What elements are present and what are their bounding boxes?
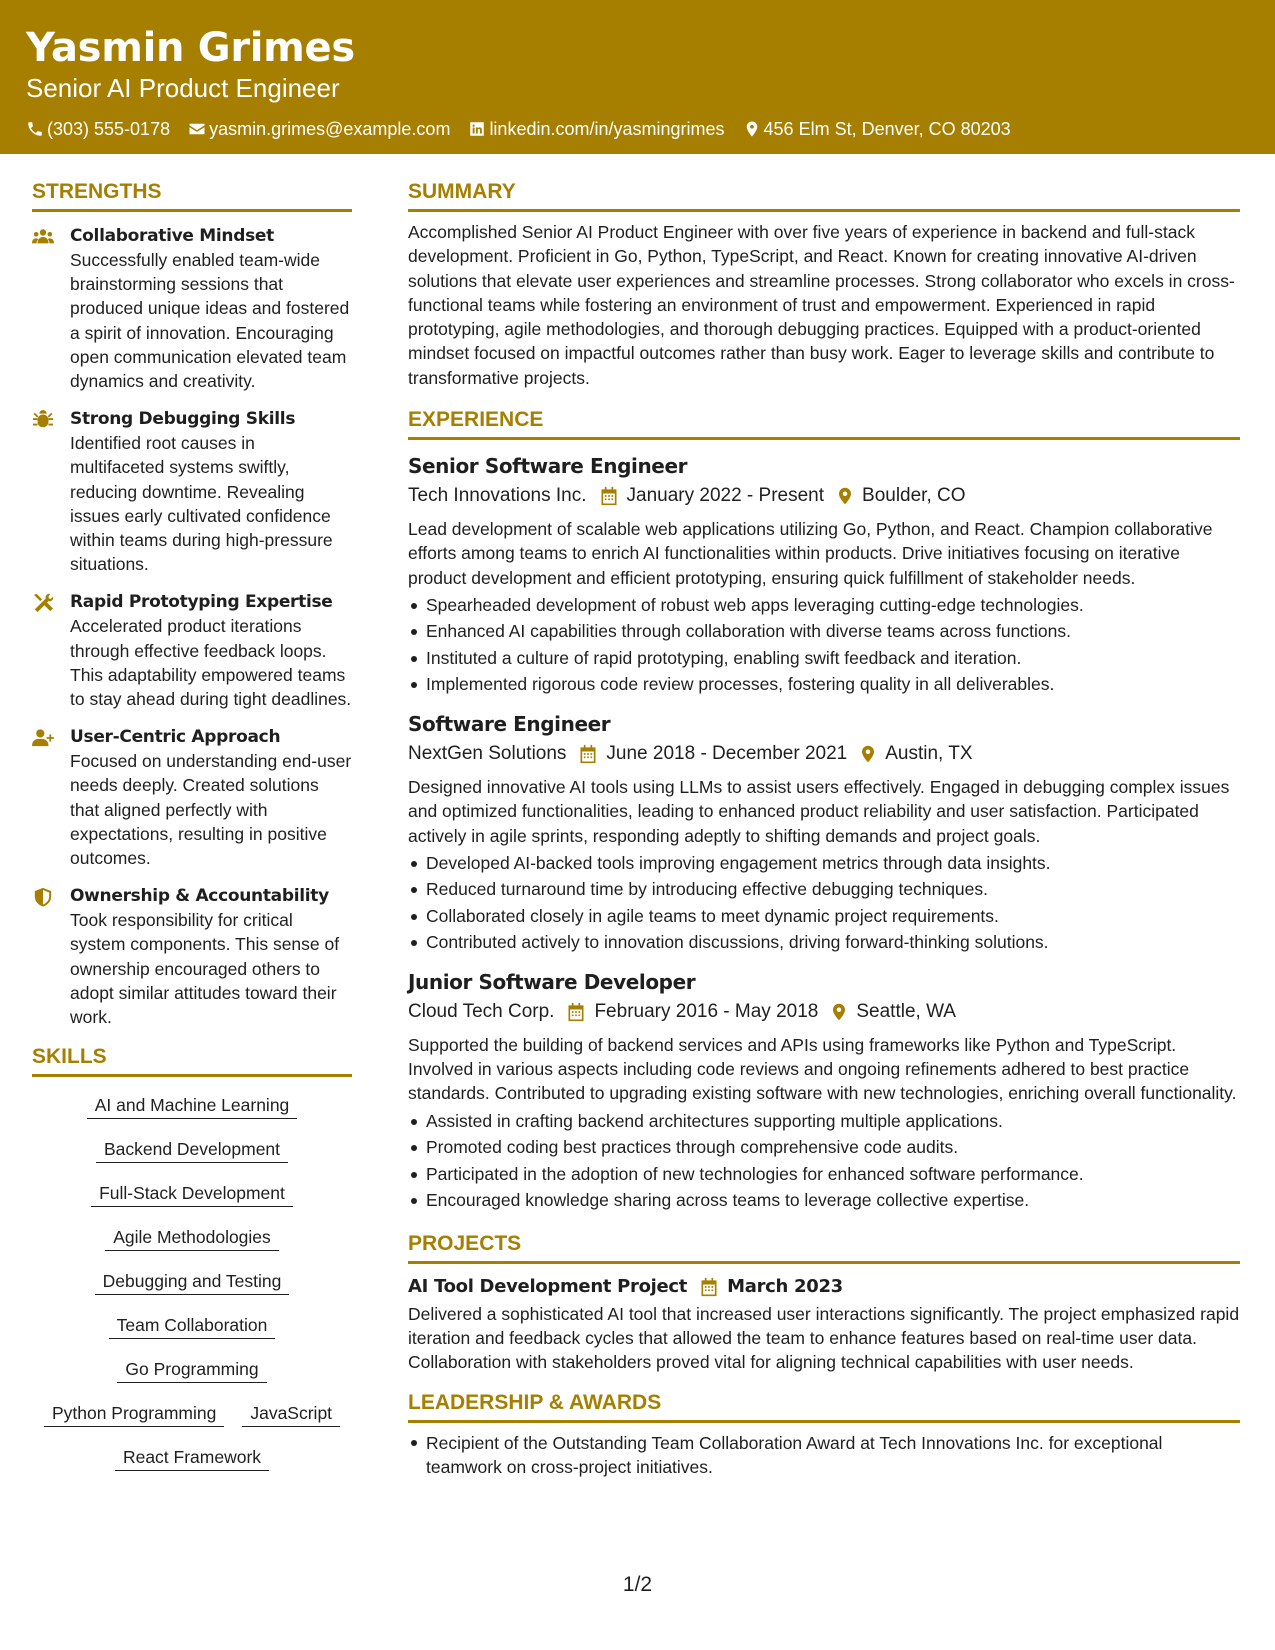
tools-icon [32,593,54,613]
job-bullets [408,850,1240,956]
strength-desc: Successfully enabled team-wide brainstorming sessions that produced unique ideas and fostered a spirit of innovation. Encouraging open communication elevated team dynamics and creativity. [70,250,350,392]
strengths-list [32,224,352,1029]
strength-desc: Focused on understanding end-user needs deeply. Created solutions that aligned perfectly with expectations, resulting in positive outcomes. [70,751,352,869]
job-company: Tech Innovations Inc. [408,485,587,507]
job-meta [408,997,1240,1027]
job-bullets [408,592,1240,698]
strength-desc: Took responsibility for critical system components. This sense of ownership encouraged others to adopt similar attitudes toward their work. [70,910,340,1028]
job-location: Boulder, CO [862,485,966,507]
left-column [32,178,352,1489]
skill-tag: Go Programming [117,1357,266,1383]
job-location: Seattle, WA [856,1000,956,1022]
list-item: Participated in the adoption of new technologies for enhanced software performance. [408,1161,1240,1188]
project-date: March 2023 [727,1275,843,1297]
calendar-icon [699,1277,719,1297]
strength-item [32,884,352,1029]
job-description: Designed innovative AI tools using LLMs to assist users effectively. Engaged in debugging complex issues and optimized functionalities, leading to enhanced product reliability and user satisfaction. Participated actively in agile sprints, responding adeptly to shifting demands and project goals. [408,776,1230,846]
map-marker-icon [836,486,854,506]
job-description: Supported the building of backend services and APIs using frameworks like Python and TypeScript. Involved in various aspects including code reviews and ongoing refinements adhered to best practice standards. Contributed to upgrading existing software with new technologies, enriching overall functionality. [408,1034,1237,1104]
skill-tag: JavaScript [242,1401,340,1427]
strength-name: Rapid Prototyping Expertise [70,592,333,613]
summary-heading: SUMMARY [408,178,1240,212]
contact-email[interactable] [188,118,450,140]
list-item: Developed AI-backed tools improving engagement metrics through data insights. [408,850,1240,877]
projects-section [408,1230,1240,1375]
project-name: AI Tool Development Project [408,1275,688,1297]
list-item: Spearheaded development of robust web apps leveraging cutting-edge technologies. [408,592,1240,619]
job-company: NextGen Solutions [408,742,567,764]
list-item: Collaborated closely in agile teams to meet dynamic project requirements. [408,903,1240,930]
leadership-heading: LEADERSHIP & AWARDS [408,1389,1240,1423]
strength-item [32,407,352,576]
address-text: 456 Elm St, Denver, CO 80203 [763,119,1011,139]
skill-tag: Agile Methodologies [105,1225,279,1251]
skill-tag: Team Collaboration [109,1313,276,1339]
map-marker-icon [830,1002,848,1022]
list-item: Contributed actively to innovation discussions, driving forward-thinking solutions. [408,929,1240,956]
skill-tag: Backend Development [96,1137,288,1163]
phone-text: (303) 555-0178 [47,119,171,139]
page-number: 1/2 [622,1573,653,1596]
job-title: Senior Software Engineer [408,454,688,479]
list-item: Implemented rigorous code review processes, fostering quality in all deliverables. [408,671,1240,698]
strength-name: Collaborative Mindset [70,226,274,246]
list-item: Assisted in crafting backend architectures supporting multiple applications. [408,1108,1240,1135]
skill-tag: Debugging and Testing [95,1269,290,1295]
strength-item [32,725,352,870]
bug-icon [32,410,54,430]
skill-tag: AI and Machine Learning [87,1093,298,1119]
phone-icon [26,120,44,138]
job-title: Software Engineer [408,711,611,736]
strengths-heading: STRENGTHS [32,178,352,212]
resume-header [0,0,1275,154]
skill-tag: React Framework [115,1445,269,1471]
experience-section [408,406,1240,1214]
job-meta [408,481,1240,511]
skill-tag: Full-Stack Development [91,1181,293,1207]
project-header [408,1274,1240,1300]
projects-heading: PROJECTS [408,1230,1240,1264]
job-company: Cloud Tech Corp. [408,1000,555,1022]
calendar-icon [599,486,619,506]
skills-section [32,1043,352,1489]
job-entry [408,968,1240,1214]
email-text: yasmin.grimes@example.com [209,119,451,139]
job-description: Lead development of scalable web applications utilizing Go, Python, and React. Champion collaborative efforts among teams to enrich AI functionalities within products. Drive initiatives focusing on iterative product development and efficient prototyping, ensuring quick fulfillment of stakeholder needs. [408,519,1213,588]
map-marker-icon [743,120,761,138]
job-meta [408,739,1240,769]
shield-icon [32,887,54,907]
strength-name: Ownership & Accountability [70,886,329,907]
linkedin-text: linkedin.com/in/yasmingrimes [489,119,725,139]
strength-desc: Identified root causes in multifaceted systems swiftly, reducing downtime. Revealing issues early cultivated confidence within teams during high-pressure situations. [70,433,333,575]
skill-tag: Python Programming [44,1401,224,1427]
job-dates: June 2018 - December 2021 [606,742,848,764]
job-entry [408,710,1240,956]
strength-name: User-Centric Approach [70,727,281,748]
contact-bar [26,118,1249,140]
list-item: Recipient of the Outstanding Team Collaboration Award at Tech Innovations Inc. for exceptional teamwork on cross-project initiatives. [408,1431,1240,1480]
candidate-name: Yasmin Grimes [26,25,355,71]
job-dates: January 2022 - Present [626,485,825,507]
strength-name: Strong Debugging Skills [70,409,296,430]
job-title: Junior Software Developer [408,969,696,994]
job-dates: February 2016 - May 2018 [594,1000,819,1022]
strength-desc: Accelerated product iterations through effective feedback loops. This adaptability empowered teams to stay ahead during tight deadlines. [70,616,352,710]
skills-list [32,1077,352,1489]
contact-linkedin[interactable] [468,118,724,140]
users-icon [32,227,54,247]
strength-item [32,224,352,393]
summary-text: Accomplished Senior AI Product Engineer with over five years of experience in backend and full-stack development. Proficient in Go, Python, TypeScript, and React. Known for creating innovative AI-driven solutions that elevate user experiences and streamline processes. Strong collaborator who excels in cross-functional teams while fostering an environment of trust and empowerment. Experienced in rapid prototyping, agile methodologies, and thorough debugging practices. Equipped with a product-oriented mindset focused on impactful outcomes rather than busy work. Eager to leverage skills and contribute to transformative projects. [408,222,1235,388]
calendar-icon [578,744,598,764]
candidate-title: Senior AI Product Engineer [26,73,340,103]
contact-phone[interactable] [26,118,170,140]
experience-heading: EXPERIENCE [408,406,1240,440]
list-item: Promoted coding best practices through comprehensive code audits. [408,1134,1240,1161]
linkedin-icon [468,120,486,138]
leadership-section [408,1389,1240,1480]
job-bullets [408,1108,1240,1214]
strength-item [32,590,352,711]
list-item: Encouraged knowledge sharing across teams to leverage collective expertise. [408,1187,1240,1214]
envelope-icon [188,120,206,138]
project-description: Delivered a sophisticated AI tool that increased user interactions significantly. The project emphasized rapid iteration and feedback cycles that allowed the team to enhance features based on real-time user data. Collaboration with stakeholders proved vital for aligning technical capabilities with user needs. [408,1303,1240,1373]
job-entry [408,452,1240,698]
right-column [408,178,1240,1479]
skills-heading: SKILLS [32,1043,352,1077]
user-plus-icon [32,728,54,748]
map-marker-icon [859,744,877,764]
list-item: Enhanced AI capabilities through collaboration with diverse teams across functions. [408,618,1240,645]
calendar-icon [566,1002,586,1022]
list-item: Instituted a culture of rapid prototyping, enabling swift feedback and iteration. [408,645,1240,672]
job-location: Austin, TX [885,742,973,764]
leadership-bullets [408,1431,1240,1480]
list-item: Reduced turnaround time by introducing effective debugging techniques. [408,876,1240,903]
contact-address [743,118,1011,140]
